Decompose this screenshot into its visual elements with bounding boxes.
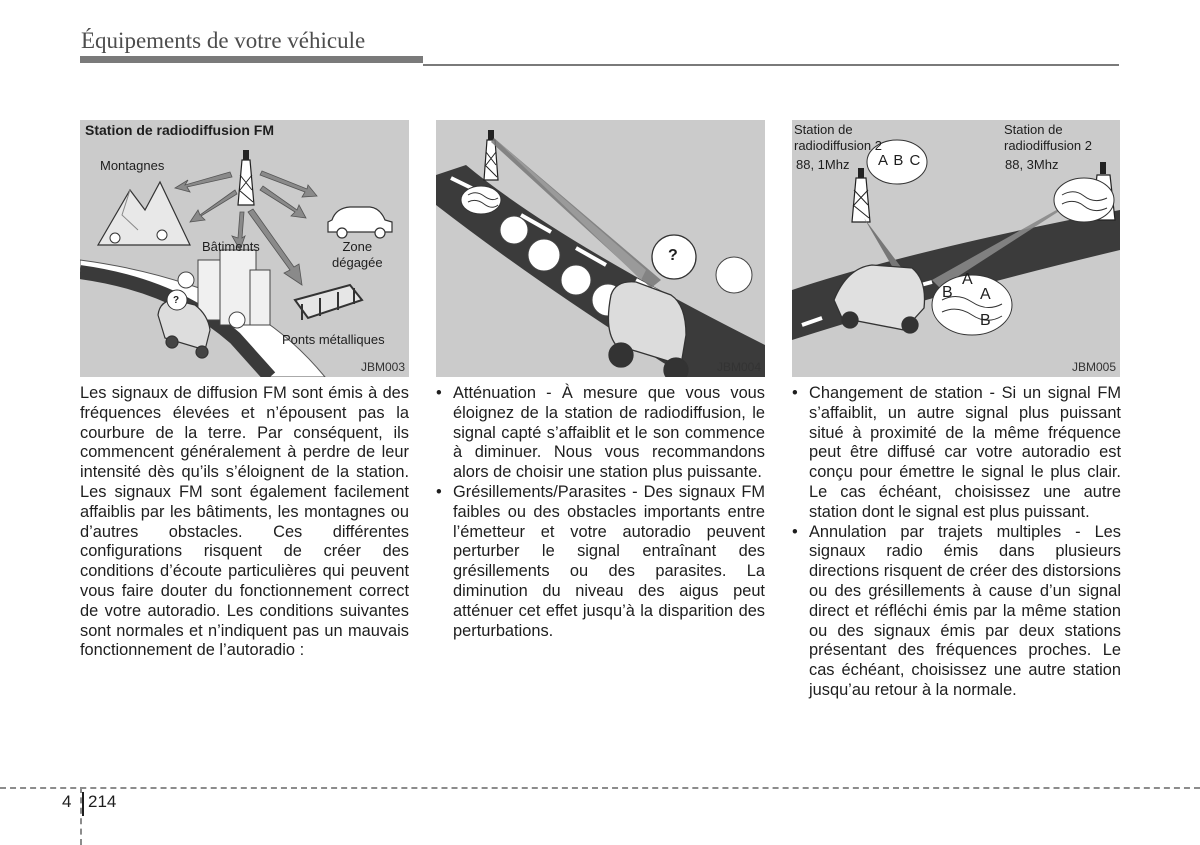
page-header-title: Équipements de votre véhicule bbox=[81, 28, 366, 53]
label-station-left: Station de radiodiffusion 2 bbox=[794, 122, 882, 153]
label-clear-zone: Zone dégagée bbox=[332, 239, 383, 270]
static-bubble-icon bbox=[461, 186, 501, 214]
header-bar bbox=[80, 56, 423, 63]
page-number-separator bbox=[82, 792, 84, 816]
bullet-dot: • bbox=[436, 482, 442, 501]
signal-label-a2: A bbox=[980, 286, 991, 303]
text-column-right bbox=[792, 384, 1121, 701]
bullet-text: Annulation par trajets multiples - Les signaux radio émis dans plusieurs directions risquent de créer des distorsions ou des grésillements à cause d’un signal direct et réfléchi émis par la même station ou des signaux émis par deux stations présentant des fréquences proches. Le cas échéant, choisissez une autre station jusqu’au retour à la normale. bbox=[809, 522, 1121, 699]
car-icon bbox=[608, 282, 688, 377]
mountains-icon bbox=[98, 182, 190, 245]
bubble-text: A B C bbox=[878, 152, 922, 169]
bullet-text: Grésillements/Parasites - Des signaux FM faibles ou des obstacles importants entre l’émetteur et votre autoradio peuvent perturber le signal entraînant des grésillements ou des parasites. La diminution du niveau des aigus peut atténuer cet effet jusqu’à la disparition des perturbations. bbox=[453, 482, 765, 640]
chapter-number: 4 bbox=[62, 792, 72, 811]
figure-code: JBM004 bbox=[716, 360, 761, 374]
bullet-text: Atténuation - À mesure que vous vous éloignez de la station de radiodiffusion, le signal capté s’affaiblit et le son commence à diminuer. Nous vous recommandons alors de choisir une station plus puissante. bbox=[453, 384, 765, 482]
bullet-item bbox=[436, 483, 765, 641]
footer-dashed-rule bbox=[0, 787, 1200, 789]
label-mountains: Montagnes bbox=[100, 158, 165, 173]
signal-label-b1: B bbox=[942, 284, 953, 301]
figure-code: JBM003 bbox=[360, 360, 405, 374]
label-freq-left: 88, 1Mhz bbox=[796, 157, 850, 172]
question-mark: ? bbox=[668, 247, 678, 264]
question-mark: ? bbox=[173, 295, 180, 306]
metal-bridge-icon bbox=[295, 285, 362, 320]
bullet-dot: • bbox=[792, 384, 798, 402]
radio-tower-left-icon bbox=[852, 168, 870, 222]
label-freq-right: 88, 3Mhz bbox=[1005, 157, 1059, 172]
radio-tower-icon bbox=[238, 150, 254, 205]
page-number: 214 bbox=[88, 792, 117, 811]
figure-attenuation bbox=[436, 120, 765, 377]
figure-fm-station bbox=[80, 120, 409, 377]
header-rule bbox=[423, 64, 1119, 66]
bullet-dot: • bbox=[792, 522, 798, 541]
text-column-middle bbox=[436, 384, 765, 641]
figure-code: JBM005 bbox=[1071, 360, 1116, 374]
signal-label-a1: A bbox=[962, 271, 973, 288]
label-buildings: Bâtiments bbox=[202, 239, 260, 254]
radio-tower-icon bbox=[484, 130, 498, 180]
bullet-item bbox=[436, 384, 765, 483]
signal-label-b2: B bbox=[980, 312, 991, 329]
car-clear-zone-icon bbox=[328, 207, 392, 238]
text-column-intro bbox=[80, 384, 409, 661]
bullet-item bbox=[792, 523, 1121, 701]
intro-paragraph: Les signaux de diffusion FM sont émis à des fréquences élevées et n’épousent pas la courbure de la terre. Par conséquent, ils commencent généralement à perdre de leur intensité dès qu’ils s’éloignent de la station. Les signaux FM sont également facilement affaiblis par les bâtiments, les montagnes ou d’autres obstacles. Ces différentes configurations risquent de créer des conditions d’écoute particulières qui peuvent vous faire douter du fonctionnement correct de votre autoradio. Les conditions suivantes sont normales et n’indiquent pas un mauvais fonctionnement de l’autoradio : bbox=[80, 384, 409, 660]
figure-title: Station de radiodiffusion FM bbox=[85, 122, 274, 138]
attenuation-illustration bbox=[436, 120, 765, 377]
bullet-item bbox=[792, 384, 1121, 523]
bullet-dot: • bbox=[436, 384, 442, 402]
label-bridges: Ponts métalliques bbox=[282, 332, 385, 347]
label-station-right: Station de radiodiffusion 2 bbox=[1004, 122, 1092, 153]
bullet-text: Changement de station - Si un signal FM s’affaiblit, un autre signal plus puissant situé à proximité de la même fréquence peut être diffusé car votre autoradio est conçu pour émettre le signal le plus clair. Le cas échéant, choisissez une autre station dont le signal est plus puissant. bbox=[809, 384, 1121, 521]
static-bubble-icon bbox=[1054, 178, 1114, 222]
figure-station-change bbox=[792, 120, 1120, 377]
